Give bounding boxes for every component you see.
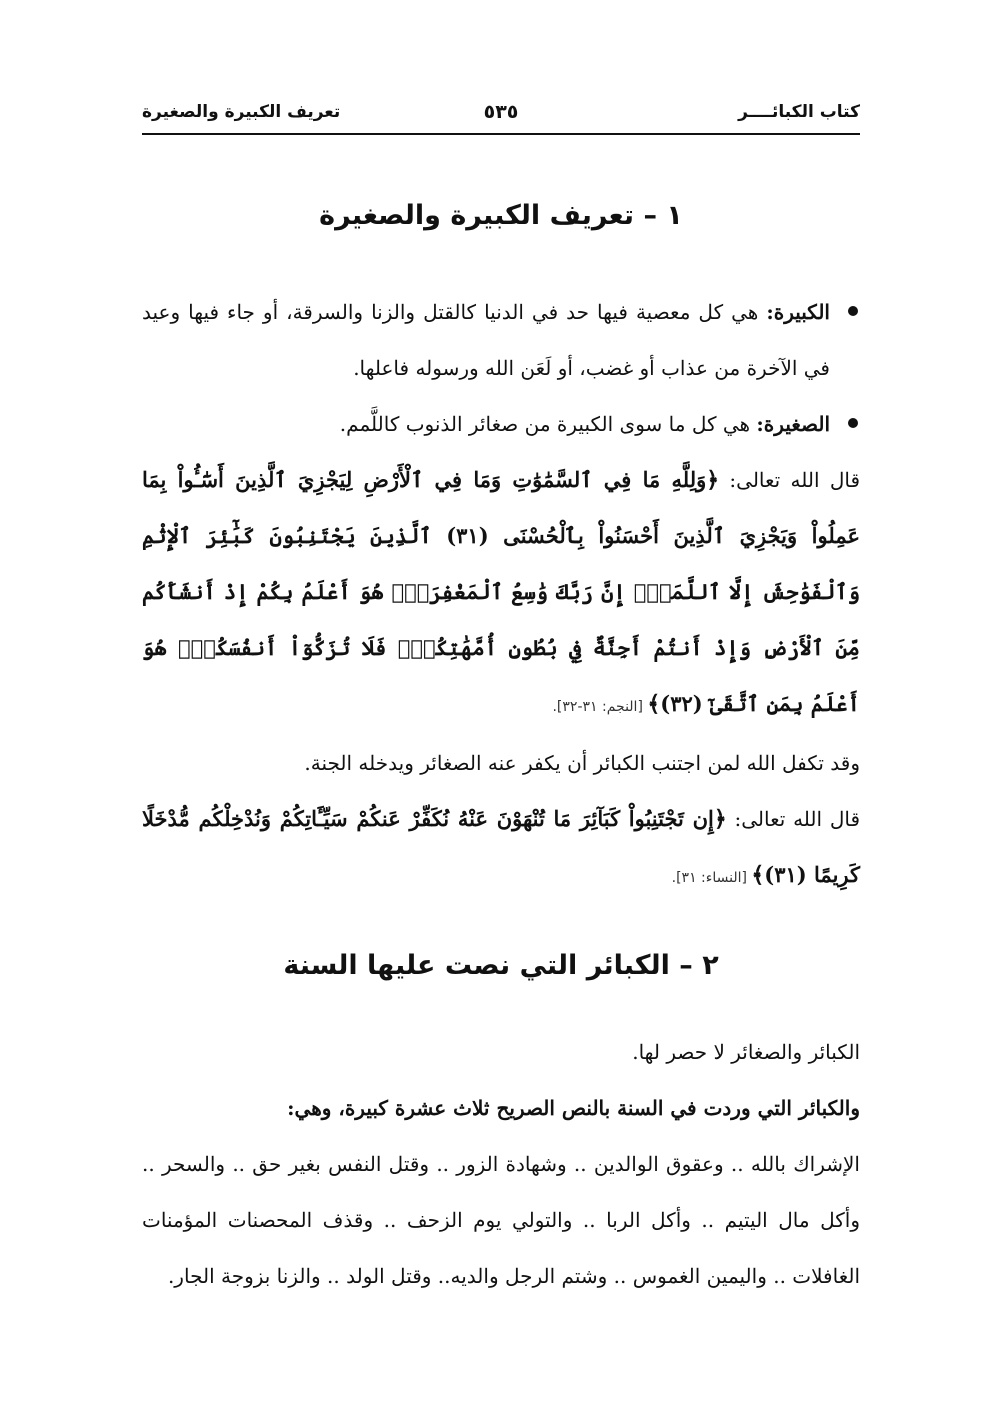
quran-close-bracket: ﴾ [751, 862, 765, 888]
quran-open-bracket: ﴿ [706, 467, 720, 493]
definition-saghira: هي كل ما سوى الكبيرة من صغائر الذنوب كاللَّمم. [339, 412, 757, 436]
header-rule [142, 133, 860, 135]
section-2-title: ٢ – الكبائر التي نصت عليها السنة [283, 950, 719, 981]
quran-quote-najm [142, 452, 860, 735]
quran-verse-text: إِن تَجْتَنِبُواْ كَبَآئِرَ مَا تُنْهَوْنَ عَنْهُ نُكَفِّرْ عَنكُمْ سَيِّـَٔاتِكُمْ وَنُدْخِلْكُم مُّدْخَلًا كَرِيمًا (٣١) [142, 806, 860, 887]
term-kabira: الكبيرة: [766, 300, 830, 324]
bullet-kabira [142, 284, 860, 396]
verse-reference: [النجم: ٣١-٣٢]. [552, 699, 648, 715]
paragraph-list-of-kabair: الإشراك بالله .. وعقوق الوالدين .. وشهادة الزور .. وقتل النفس بغير حق .. والسحر .. وأكل مال اليتيم .. وأكل الربا .. والتولي يوم الزحف .. وقذف المحصنات المؤمنات الغافلات .. واليمين الغموس .. وشتم الرجل والديه.. وقتل الولد .. والزنا بزوجة الجار. [142, 1152, 860, 1288]
term-saghira: الصغيرة: [756, 412, 830, 436]
page-content [142, 190, 860, 1304]
definition-kabira: هي كل معصية فيها حد في الدنيا كالقتل والزنا والسرقة، أو جاء فيها وعيد في الآخرة من عذاب أو غضب، أو لَعَن الله ورسوله فاعلها. [142, 300, 830, 380]
quote-intro: قال الله تعالى: [719, 468, 861, 492]
bullet-icon [848, 306, 858, 316]
bullet-icon [848, 418, 858, 428]
quran-open-bracket: ﴿ [713, 806, 727, 832]
quran-verse-text: وَلِلَّهِ مَا فِي ٱلسَّمَٰوَٰتِ وَمَا فِي ٱلْأَرْضِ لِيَجْزِيَ ٱلَّذِينَ أَسَٰٓـُٔواْ بِمَا عَمِلُواْ وَيَجْزِيَ ٱلَّذِينَ أَحْسَنُواْ بِٱلْحُسْنَى (٣١) ٱلَّذِينَ يَجْتَنِبُونَ كَبَٰٓئِرَ ٱلْإِثْمِ وَٱلْفَوَٰحِشَ إِلَّا ٱللَّمَمَۚ إِنَّ رَبَّكَ وَٰسِعُ ٱلْمَغْفِرَةِۚ هُوَ أَعْلَمُ بِكُمْ إِذْ أَنشَأَكُم مِّنَ ٱلْأَرْضِ وَإِذْ أَنتُمْ أَجِنَّةٌ فِي بُطُونِ أُمَّهَٰتِكُمْۖ فَلَا تُزَكُّوٓاْ أَنفُسَكُمْۖ هُوَ أَعْلَمُ بِمَنِ ٱتَّقَىٰٓ (٣٢) [142, 467, 860, 716]
running-header [142, 100, 860, 134]
paragraph-kafara: وقد تكفل الله لمن اجتنب الكبائر أن يكفر عنه الصغائر ويدخله الجنة. [304, 751, 860, 775]
quran-quote-nisa [142, 791, 860, 906]
chapter-title: تعريف الكبيرة والصغيرة [142, 102, 341, 122]
verse-reference: [النساء: ٣١]. [671, 870, 752, 886]
page-number: ٥٣٥ [483, 101, 519, 123]
book-title: كتاب الكبائــــر [738, 102, 860, 122]
paragraph-no-limit: الكبائر والصغائر لا حصر لها. [632, 1040, 860, 1064]
bullet-saghira [142, 396, 860, 452]
section-1-title: ١ – تعريف الكبيرة والصغيرة [319, 200, 683, 231]
quran-close-bracket: ﴾ [647, 691, 661, 717]
quote-intro: قال الله تعالى: [726, 807, 861, 831]
paragraph-thirteen: والكبائر التي وردت في السنة بالنص الصريح ثلاث عشرة كبيرة، وهي: [287, 1096, 860, 1120]
